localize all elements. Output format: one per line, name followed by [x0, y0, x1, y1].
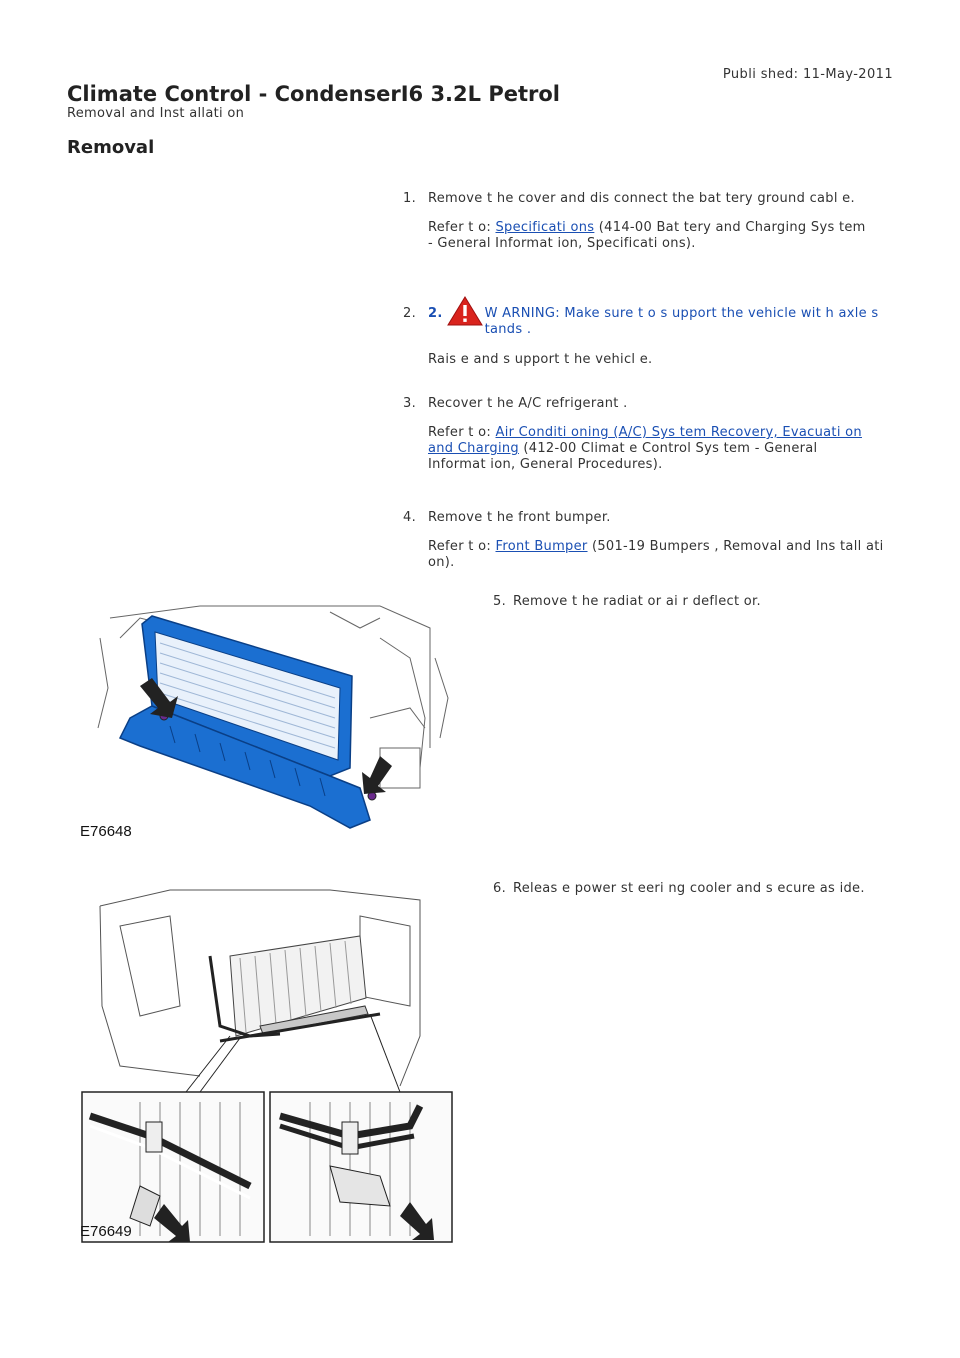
warning-text: W ARNING: Make sure t o s upport the vehicle wit h axle s tands .: [484, 306, 879, 337]
step-reference: [428, 220, 873, 252]
power-steering-cooler-illustration: [80, 886, 454, 1244]
step-number: 3.: [403, 396, 417, 411]
ref-prefix: Refer t o:: [428, 220, 496, 235]
ref-suffix: (414-00 Bat tery and Charging Sys tem - General Informat ion, Specificati ons).: [428, 220, 866, 251]
published-date: Publi shed: 11-May-2011: [722, 67, 893, 82]
figure-label: E76648: [80, 823, 132, 840]
warning-icon: [447, 296, 483, 326]
front-bumper-link[interactable]: Front Bumper: [495, 539, 588, 554]
section-heading: Removal: [67, 137, 155, 158]
warning-row: [428, 296, 895, 338]
step-text: Remove t he front bumper.: [428, 510, 611, 525]
step-text: Releas e power st eeri ng cooler and s ecure as ide.: [513, 881, 865, 896]
radiator-deflector-illustration: [80, 598, 452, 843]
step-number: 6.: [493, 881, 507, 896]
step-number: 5.: [493, 594, 507, 609]
ref-suffix: (501-19 Bumpers , Removal and Ins tall ati on).: [428, 539, 884, 570]
step-number: 4.: [403, 510, 417, 525]
step-text: Remove t he radiat or ai r deflect or.: [513, 594, 761, 609]
step-reference: [428, 425, 873, 473]
figure-label: E76649: [80, 1223, 132, 1240]
figure-power-steering-cooler: [80, 886, 454, 1244]
page-title: Climate Control - CondenserI6 3.2L Petrol: [67, 82, 560, 106]
step-reference: [428, 539, 893, 571]
step-text: Recover t he A/C refrigerant .: [428, 396, 628, 411]
ref-suffix: (412-00 Climat e Control Sys tem - General Informat ion, General Procedures).: [428, 441, 818, 472]
step-text: Rais e and s upport t he vehicl e.: [428, 352, 653, 367]
figure-radiator-deflector: [80, 598, 452, 843]
step-number: 1.: [403, 191, 417, 206]
ref-prefix: Refer t o:: [428, 539, 496, 554]
step-text: Remove t he cover and dis connect the bat tery ground cabl e.: [428, 191, 855, 206]
ref-prefix: Refer t o:: [428, 425, 496, 440]
specifications-link[interactable]: Specificati ons: [495, 220, 595, 235]
page-subtitle: Removal and Inst allati on: [67, 106, 245, 121]
step-number: 2.: [403, 306, 417, 321]
warning-number: 2.: [428, 306, 443, 321]
ac-recovery-link[interactable]: Air Conditi oning (A/C) Sys tem Recovery, Evacuati on and Charging: [428, 425, 862, 456]
